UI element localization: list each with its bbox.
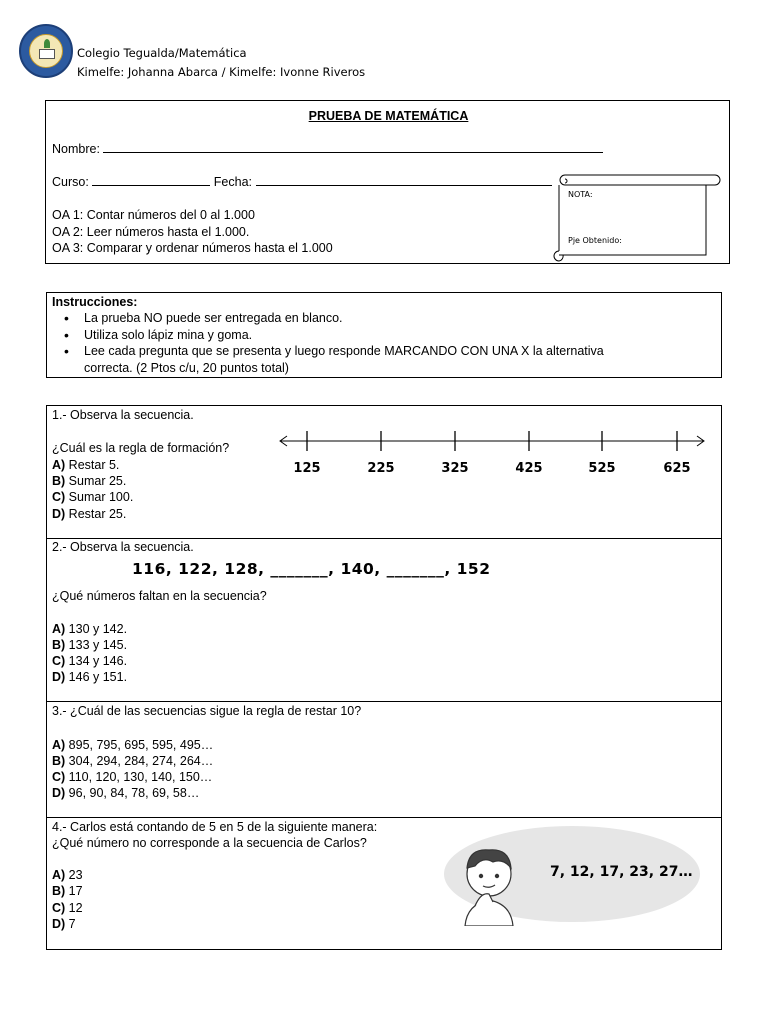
question-2-option-b[interactable]: B) 133 y 145. <box>52 638 128 652</box>
instruction-item: • La prueba NO puede ser entregada en blanco. <box>52 310 716 327</box>
question-2 <box>46 538 722 702</box>
question-3-option-a[interactable]: A) 895, 795, 695, 595, 495… <box>52 738 214 752</box>
question-2-text: ¿Qué números faltan en la secuencia? <box>52 589 267 603</box>
teacher-names: Kimelfe: Johanna Abarca / Kimelfe: Ivonne Riveros <box>77 65 366 79</box>
question-4-option-c[interactable]: C) 12 <box>52 901 83 915</box>
instruction-item: • Utiliza solo lápiz mina y goma. <box>52 327 716 344</box>
question-1-option-b[interactable]: B) Sumar 25. <box>52 474 127 488</box>
objective-3: OA 3: Comparar y ordenar números hasta el 1.000 <box>52 241 333 255</box>
question-1-prompt: 1.- Observa la secuencia. <box>52 408 194 422</box>
score-label: Pje Obtenido: <box>568 236 622 245</box>
question-2-option-a[interactable]: A) 130 y 142. <box>52 622 128 636</box>
name-label: Nombre: <box>52 142 100 156</box>
question-3-prompt: 3.- ¿Cuál de las secuencias sigue la regla de restar 10? <box>52 704 362 718</box>
question-3-option-c[interactable]: C) 110, 120, 130, 140, 150… <box>52 770 213 784</box>
name-blank[interactable] <box>103 142 603 153</box>
number-line-label: 525 <box>588 461 616 476</box>
grade-label: NOTA: <box>568 190 593 199</box>
number-line <box>277 426 707 486</box>
question-4-option-d[interactable]: D) 7 <box>52 917 76 931</box>
objectives <box>52 207 333 257</box>
question-1-option-d[interactable]: D) Restar 25. <box>52 507 127 521</box>
school-logo <box>19 24 73 78</box>
course-label: Curso: <box>52 175 89 189</box>
date-label: Fecha: <box>213 175 253 189</box>
question-2-sequence: 116, 122, 128, _______, 140, _______, 152 <box>132 560 491 578</box>
school-name: Colegio Tegualda/Matemática <box>77 46 247 60</box>
question-2-option-d[interactable]: D) 146 y 151. <box>52 670 128 684</box>
question-4-text: ¿Qué número no corresponde a la secuencia de Carlos? <box>52 836 367 850</box>
boy-icon <box>465 850 513 926</box>
objective-1: OA 1: Contar números del 0 al 1.000 <box>52 208 255 222</box>
instructions-list <box>52 310 716 360</box>
number-line-label: 225 <box>367 461 395 476</box>
question-1-option-c[interactable]: C) Sumar 100. <box>52 490 134 504</box>
question-4-option-a[interactable]: A) 23 <box>52 868 83 882</box>
question-2-option-c[interactable]: C) 134 y 146. <box>52 654 128 668</box>
number-line-label: 625 <box>663 461 691 476</box>
date-blank[interactable] <box>256 175 552 186</box>
question-4-bubble-sequence: 7, 12, 17, 23, 27… <box>550 864 693 880</box>
question-4 <box>46 817 722 950</box>
question-1 <box>46 405 722 539</box>
instructions-heading: Instrucciones: <box>52 295 138 309</box>
question-3-option-d[interactable]: D) 96, 90, 84, 78, 69, 58… <box>52 786 200 800</box>
question-1-option-a[interactable]: A) Restar 5. <box>52 458 120 472</box>
course-blank[interactable] <box>92 175 210 186</box>
number-line-label: 325 <box>441 461 469 476</box>
instruction-item: • Lee cada pregunta que se presenta y luego responde MARCANDO CON UNA X la alternativa <box>52 343 716 360</box>
question-4-option-b[interactable]: B) 17 <box>52 884 83 898</box>
test-info-box <box>45 100 730 264</box>
objective-2: OA 2: Leer números hasta el 1.000. <box>52 224 250 239</box>
question-3 <box>46 701 722 818</box>
instruction-item-continuation: correcta. (2 Ptos c/u, 20 puntos total) <box>84 360 289 375</box>
test-title: PRUEBA DE MATEMÁTICA <box>308 109 469 123</box>
question-4-prompt: 4.- Carlos está contando de 5 en 5 de la siguiente manera: <box>52 820 378 834</box>
instructions-box <box>46 292 722 378</box>
number-line-label: 425 <box>515 461 543 476</box>
question-2-prompt: 2.- Observa la secuencia. <box>52 540 194 554</box>
question-3-option-b[interactable]: B) 304, 294, 284, 274, 264… <box>52 754 214 768</box>
grade-scroll <box>551 167 721 263</box>
name-field[interactable] <box>52 142 603 156</box>
course-date-row <box>52 175 552 189</box>
number-line-label: 125 <box>293 461 321 476</box>
question-1-text: ¿Cuál es la regla de formación? <box>52 441 230 455</box>
